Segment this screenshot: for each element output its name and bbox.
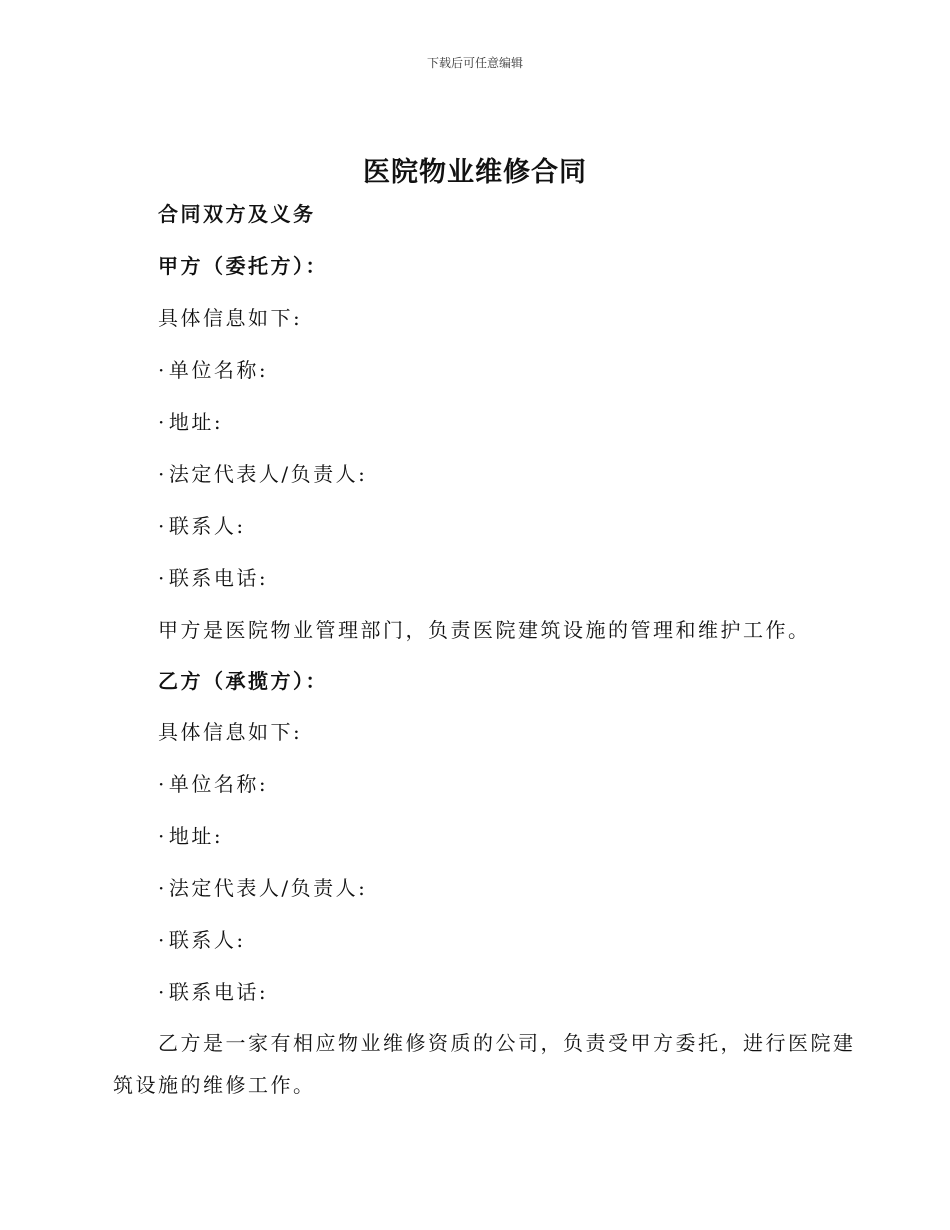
party-a-field-phone <box>158 562 268 591</box>
bullet-icon: · <box>158 824 167 848</box>
field-label: 法定代表人/负责人: <box>168 876 368 900</box>
bullet-icon: · <box>158 514 167 538</box>
party-a-heading: 甲方（委托方）： <box>158 254 328 278</box>
party-a-field-legal-rep <box>158 458 367 487</box>
party-b-intro: 具体信息如下: <box>158 720 303 744</box>
field-label: 地址: <box>168 410 224 434</box>
party-a-intro: 具体信息如下: <box>158 306 303 330</box>
party-b-field-contact <box>158 924 246 953</box>
bullet-icon: · <box>158 928 167 952</box>
bullet-icon: · <box>158 876 167 900</box>
field-label: 联系电话: <box>168 980 269 1004</box>
field-label: 单位名称: <box>168 358 269 382</box>
bullet-icon: · <box>158 772 167 796</box>
party-a-description: 甲方是医院物业管理部门，负责医院建筑设施的管理和维护工作。 <box>158 618 811 642</box>
party-b-heading: 乙方（承揽方）： <box>158 669 328 693</box>
field-label: 地址: <box>168 824 224 848</box>
bullet-icon: · <box>158 462 167 486</box>
header-note: 下载后可任意编辑 <box>426 56 523 70</box>
field-label: 法定代表人/负责人: <box>168 462 368 486</box>
bullet-icon: · <box>158 410 167 434</box>
party-b-field-legal-rep <box>158 872 367 901</box>
party-b-description-line2: 筑设施的维修工作。 <box>113 1073 316 1097</box>
bullet-icon: · <box>158 980 167 1004</box>
party-a-field-contact <box>158 510 246 539</box>
document-title: 医院物业维修合同 <box>363 157 587 188</box>
field-label: 联系电话: <box>168 566 269 590</box>
field-label: 联系人: <box>168 514 246 538</box>
field-label: 单位名称: <box>168 772 269 796</box>
party-b-description-line1: 乙方是一家有相应物业维修资质的公司，负责受甲方委托，进行医院建 <box>158 1031 856 1055</box>
party-a-field-address <box>158 406 223 435</box>
party-a-field-unit-name <box>158 354 268 383</box>
bullet-icon: · <box>158 358 167 382</box>
party-b-field-unit-name <box>158 768 268 797</box>
bullet-icon: · <box>158 566 167 590</box>
party-b-field-phone <box>158 976 268 1005</box>
section-heading: 合同双方及义务 <box>158 202 316 226</box>
field-label: 联系人: <box>168 928 246 952</box>
party-b-field-address <box>158 820 223 849</box>
